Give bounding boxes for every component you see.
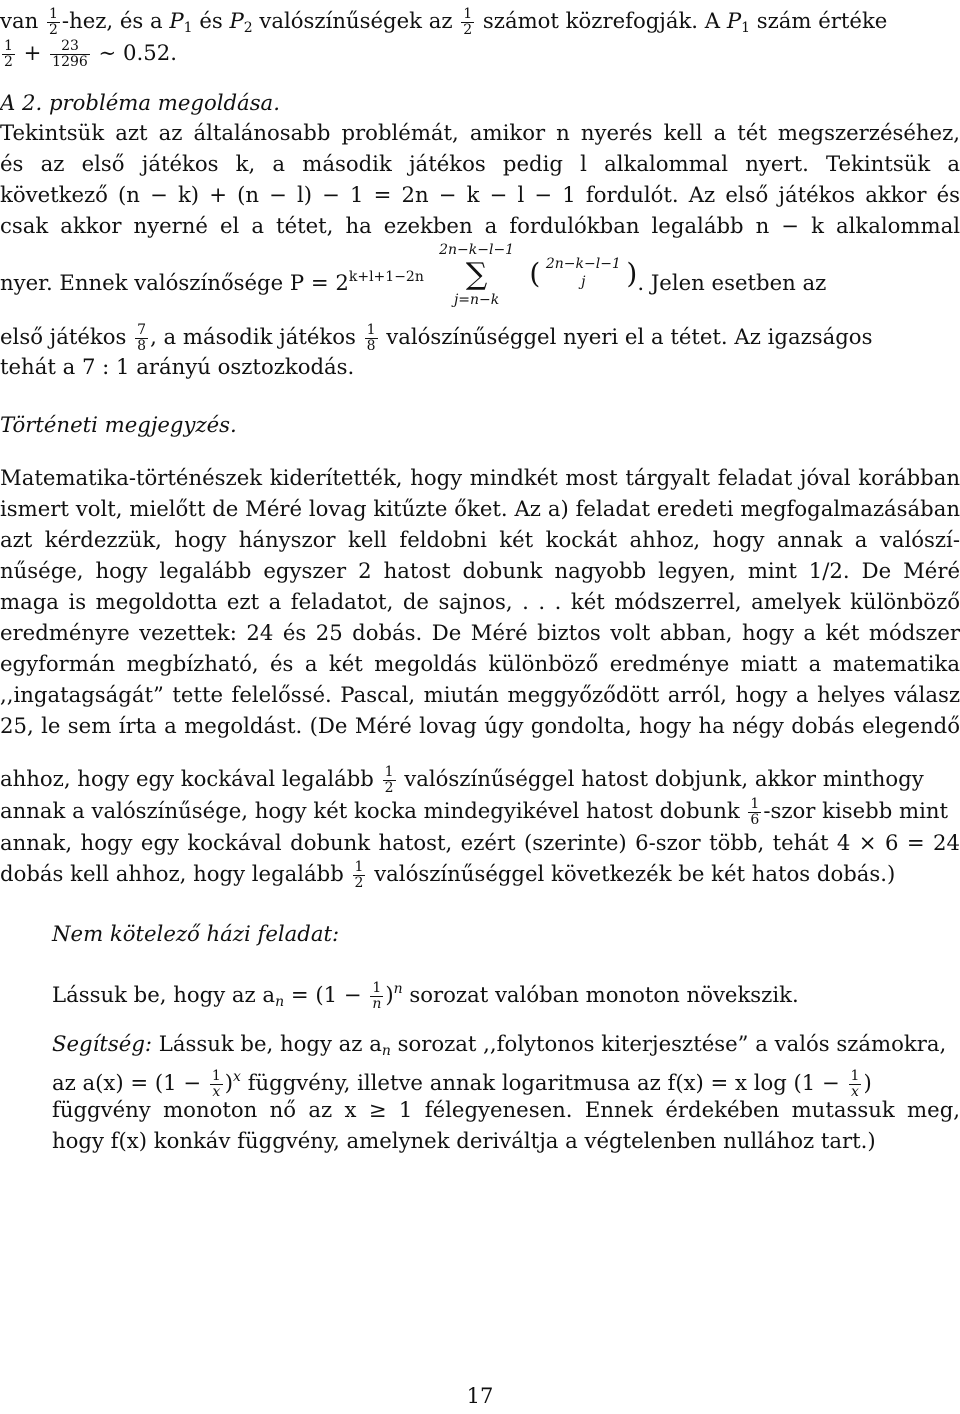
hint-line-3: függvény monoton nő az x ≥ 1 félegyenesen. Ennek érdekében mutassuk meg, (52, 1097, 960, 1122)
text-line-2: $\frac{1}{2}$ + $\frac{23}{1296}$ ∼ 0.52. (4, 38, 177, 70)
history-line-6: eredményre vezettek: 24 és 25 dobás. De Méré biztos volt abban, hogy a két módszer (0, 620, 960, 645)
fraction-1-x: $\frac{1}{x}$ (211, 1068, 221, 1100)
history-line-5: maga is megoldotta ezt a feladatot, de sajnos, . . . két módszerrel, amelyek különböző (0, 589, 960, 614)
history-line-4: nűsége, hogy legalább egyszer 2 hatost dobunk nagyobb legyen, mint 1/2. De Méré (0, 558, 960, 583)
text-line-9: első játékos $\frac{7}{8}$ , a második játékos $\frac{1}{8}$ valószínűséggel nyeri el a tétet. Az igazságos (0, 322, 873, 354)
history-line-10: ahhoz, hogy egy kockával legalább $\frac{1}{2}$ valószínűséggel hatost dobjunk, akkor minthogy (0, 764, 924, 796)
history-line-13: dobás kell ahhoz, hogy legalább $\frac{1}{2}$ valószínűséggel következék be két hatos dobás.) (0, 859, 896, 891)
text-line-8-formula: nyer. Ennek valószínősége $P = 2^{k+l+1-2n}$ 2n−k−l−1 ∑ j=n−k ( 2n−k−l−1 j ) . Jelen esetben az (0, 242, 827, 308)
history-line-1: Matematika-történészek kiderítették, hogy mindkét most tárgyalt feladat jóval korábban (0, 465, 960, 490)
fraction-half: $\frac{1}{2}$ (463, 6, 473, 38)
text-line-4: Tekintsük azt az általánosabb problémát, amikor n nyerés kell a tét megszerzéséhez, (0, 120, 960, 145)
fraction-half: $\frac{1}{2}$ (48, 6, 58, 38)
fraction-half: $\frac{1}{2}$ (384, 764, 394, 796)
text-line-10: tehát a 7 : 1 arányú osztozkodás. (0, 354, 355, 379)
history-line-9: 25, le sem írta a megoldást. (De Méré lovag úgy gondolta, hogy ha négy dobás elegendő (0, 713, 960, 738)
fraction-1-8: $\frac{1}{8}$ (366, 322, 376, 354)
hint-line-2: az a(x) = (1 − $\frac{1}{x}$ )$^x$ függvény, illetve annak logaritmusa az f(x) = x log (1 − $\frac{1}{x}$ ) (52, 1068, 872, 1100)
text-line-1: van $\frac{1}{2}$ -hez, és a $P_1$ és $P_2$ valószínűségek az $\frac{1}{2}$ számot közrefogják. A $P_1$ szám értéke (0, 6, 888, 38)
history-line-7: egyformán megbízható, és a két megoldás különböző eredménye miatt a matematika (0, 651, 960, 676)
page-number: 17 (466, 1384, 494, 1408)
history-line-8: ,,ingatagságát” tette felelőssé. Pascal, miután meggyőződött arról, hogy a helyes válasz (0, 682, 960, 707)
section-heading-history: Történeti megjegyzés. (0, 412, 237, 437)
homework-statement: Lássuk be, hogy az $a_n = (1$ − $\frac{1}{n}$ )$^n$ sorozat valóban monoton növekszik. (52, 980, 799, 1012)
text-line-5: és az első játékos k, a második játékos pedig l alkalommal nyert. Tekintsük a (0, 151, 960, 176)
fraction-half: $\frac{1}{2}$ (354, 859, 364, 891)
history-line-2: ismert volt, mielőtt de Méré lovag kitűzte őket. Az a) feladat eredeti megfogalmazásában (0, 496, 960, 521)
fraction-1-x: $\frac{1}{x}$ (850, 1068, 860, 1100)
hint-label: Segítség: (52, 1031, 153, 1056)
history-line-11: annak a valószínűsége, hogy két kocka mindegyikével hatost dobunk $\frac{1}{6}$ -szor kisebb mint (0, 796, 949, 828)
summation: 2n−k−l−1 ∑ j=n−k (431, 262, 523, 292)
fraction-1-n: $\frac{1}{n}$ (372, 980, 382, 1012)
hint-line-1: Segítség: Lássuk be, hogy az $a_n$ sorozat ,,folytonos kiterjesztése” a valós számokra, (52, 1031, 947, 1059)
section-heading-solution-2: A 2. probléma megoldása. (0, 90, 280, 115)
hint-line-4: hogy f(x) konkáv függvény, amelynek deriváltja a végtelenben nullához tart.) (52, 1128, 876, 1153)
fraction-half: $\frac{1}{2}$ (4, 38, 13, 70)
history-line-3: azt kérdezzük, hogy hányszor kell feldobni két kockát ahhoz, hogy annak a valószí- (0, 527, 960, 552)
sigma-symbol: ∑ (465, 257, 488, 292)
fraction-23-1296: $\frac{23}{1296}$ (52, 38, 88, 70)
text-line-6: következő (n − k) + (n − l) − 1 = 2n − k − l − 1 fordulót. Az első játékos akkor és (0, 182, 960, 207)
text-line-7: csak akkor nyerné el a tétet, ha ezekben a fordulókban legalább n − k alkalommal (0, 213, 960, 238)
fraction-7-8: $\frac{7}{8}$ (137, 322, 147, 354)
binomial-coefficient: ( 2n−k−l−1 j ) (529, 256, 638, 290)
optional-homework-heading: Nem kötelező házi feladat: (52, 921, 340, 946)
fraction-1-6: $\frac{1}{6}$ (750, 796, 760, 828)
history-line-12: annak, hogy egy kockával dobunk hatost, ezért (szerinte) 6-szor több, tehát 4 × 6 = 24 (0, 830, 960, 855)
